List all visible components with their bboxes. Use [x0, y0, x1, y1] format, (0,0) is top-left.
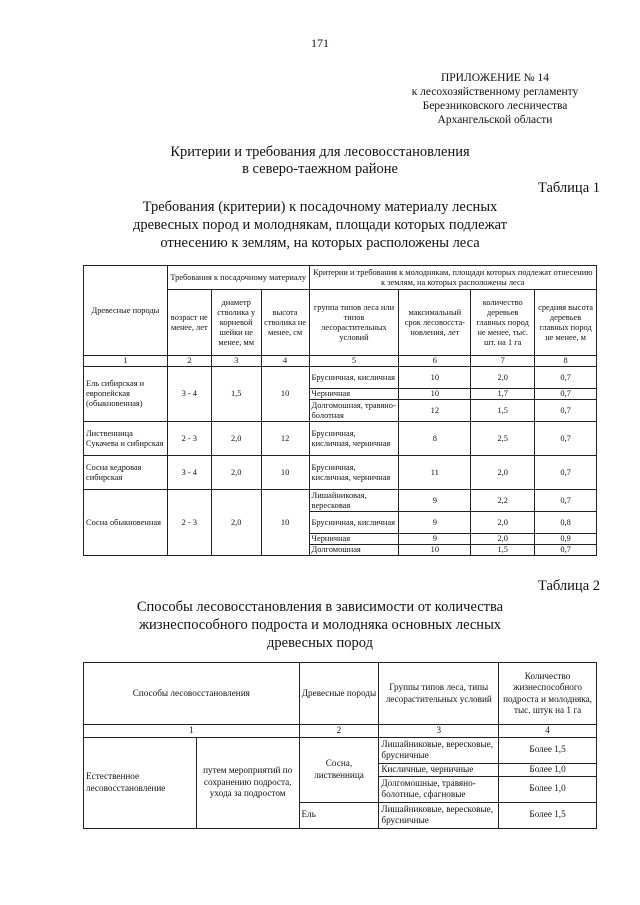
cell-age: 3 - 4 [167, 456, 211, 490]
cell-avg-height: 0,7 [535, 400, 597, 422]
header-avg-height: средняя высота деревьев главных пород не менее, м [535, 290, 597, 356]
cell-forest-group: Лишайниковые, вересковые, брусничные [379, 802, 499, 828]
page-number: 171 [311, 36, 329, 50]
cell-count: 2,0 [471, 456, 535, 490]
species-name: Ель [299, 802, 379, 828]
cell-diameter: 2,0 [211, 456, 261, 490]
table-row [84, 367, 597, 389]
col-number: 2 [299, 725, 379, 738]
col-number: 1 [84, 356, 168, 367]
cell-avg-height: 0,7 [535, 367, 597, 389]
cell-term: 10 [399, 367, 471, 389]
cell-avg-height: 0,7 [535, 422, 597, 456]
cell-count: 2,2 [471, 490, 535, 512]
cell-forest-group: Черничная [309, 389, 399, 400]
cell-forest-group: Кисличные, черничные [379, 763, 499, 776]
header-age: возраст не менее, лет [167, 290, 211, 356]
header-tree-count: количество деревьев главных пород не менее, тыс. шт. на 1 га [471, 290, 535, 356]
header-species: Древесные породы [299, 663, 379, 725]
col-number: 4 [499, 725, 597, 738]
cell-count: 2,0 [471, 534, 535, 545]
cell-term: 8 [399, 422, 471, 456]
cell-age: 2 - 3 [167, 490, 211, 556]
title-line: Способы лесовосстановления в зависимости от количества [136, 599, 504, 615]
col-number: 1 [84, 725, 300, 738]
header-undergrowth-count: Количество жизнеспособного подроста и молодняка, тыс. штук на 1 га [499, 663, 597, 725]
table2-title [120, 598, 520, 652]
header-planting-material: Требования к посадочному материалу [167, 266, 309, 290]
table-row [84, 737, 597, 763]
cell-forest-group: Черничная [309, 534, 399, 545]
cell-forest-group: Брусничная, кисличная [309, 512, 399, 534]
cell-age: 2 - 3 [167, 422, 211, 456]
col-number: 6 [399, 356, 471, 367]
header-term: максимальный срок лесовосста-новления, лет [399, 290, 471, 356]
col-number: 2 [167, 356, 211, 367]
method-name: Естественное лесовосстановление [84, 737, 197, 828]
cell-count: Более 1,0 [499, 776, 597, 802]
cell-forest-group: Лишайниковая, вересковая [309, 490, 399, 512]
cell-forest-group: Долгомошная, травяно-болотная [309, 400, 399, 422]
cell-avg-height: 0,9 [535, 534, 597, 545]
submethod-name: путем мероприятий по сохранению подроста, ухода за подростом [196, 737, 299, 828]
cell-height: 12 [261, 422, 309, 456]
cell-height: 10 [261, 367, 309, 422]
header-diameter: диаметр стволика у корневой шейки не менее, мм [211, 290, 261, 356]
appendix-header [380, 71, 610, 127]
cell-count: 2,0 [471, 512, 535, 534]
header-height: высота стволика не менее, см [261, 290, 309, 356]
col-number: 5 [309, 356, 399, 367]
cell-term: 9 [399, 490, 471, 512]
cell-count: Более 1,5 [499, 737, 597, 763]
heading-line: Критерии и требования для лесовосстановления [170, 144, 470, 160]
species-name: Сосна, лиственница [299, 737, 379, 802]
appendix-line: к лесохозяйственному регламенту [411, 86, 579, 98]
reforestation-methods-table [83, 662, 597, 829]
title-line: древесных пород [267, 635, 373, 651]
title-line: Требования (критерии) к посадочному материалу лесных [142, 199, 498, 215]
col-number: 8 [535, 356, 597, 367]
cell-avg-height: 0,7 [535, 456, 597, 490]
col-number: 3 [379, 725, 499, 738]
appendix-line: Архангельской области [437, 114, 553, 126]
cell-diameter: 2,0 [211, 490, 261, 556]
appendix-line: ПРИЛОЖЕНИЕ № 14 [440, 72, 549, 84]
cell-forest-group: Долгомошная [309, 545, 399, 556]
species-name: Сосна обыкновенная [84, 490, 168, 556]
cell-avg-height: 0,7 [535, 389, 597, 400]
title-line: жизнеспособного подроста и молодняка основных лесных [138, 617, 502, 633]
col-number: 7 [471, 356, 535, 367]
cell-count: 2,5 [471, 422, 535, 456]
appendix-line: Березниковского лесничества [422, 100, 568, 112]
table2-label: Таблица 2 [537, 578, 600, 594]
cell-diameter: 1,5 [211, 367, 261, 422]
cell-diameter: 2,0 [211, 422, 261, 456]
cell-forest-group: Брусничная, кисличная, черничная [309, 422, 399, 456]
table-row [84, 490, 597, 512]
cell-term: 9 [399, 512, 471, 534]
cell-term: 11 [399, 456, 471, 490]
table1-title [90, 198, 550, 252]
species-name: Лиственница Сукачева и сибирская [84, 422, 168, 456]
cell-forest-group: Долгомошные, травяно-болотные, сфагновые [379, 776, 499, 802]
cell-height: 10 [261, 490, 309, 556]
cell-height: 10 [261, 456, 309, 490]
cell-age: 3 - 4 [167, 367, 211, 422]
table-row [84, 422, 597, 456]
cell-forest-group: Лишайниковые, вересковые, брусничные [379, 737, 499, 763]
table1-label: Таблица 1 [537, 180, 600, 196]
cell-forest-group: Брусничная, кисличная [309, 367, 399, 389]
table-row [84, 456, 597, 490]
col-number: 3 [211, 356, 261, 367]
heading-line: в северо-таежном районе [242, 161, 398, 177]
document-heading [80, 144, 560, 178]
cell-term: 12 [399, 400, 471, 422]
header-species: Древесные породы [84, 266, 168, 356]
header-forest-group: группа типов леса или типов лесорастительных условий [309, 290, 399, 356]
cell-avg-height: 0,8 [535, 512, 597, 534]
title-line: древесных пород и молоднякам, площади которых подлежат [132, 217, 507, 233]
header-method: Способы лесовосстановления [84, 663, 300, 725]
cell-term: 10 [399, 545, 471, 556]
cell-count: 1,7 [471, 389, 535, 400]
col-number: 4 [261, 356, 309, 367]
cell-count: Более 1,5 [499, 802, 597, 828]
cell-term: 9 [399, 534, 471, 545]
planting-requirements-table [83, 265, 597, 556]
cell-count: 2,0 [471, 367, 535, 389]
cell-forest-group: Брусничная, кисличная, черничная [309, 456, 399, 490]
header-forest-groups: Группы типов леса, типы лесорастительных условий [379, 663, 499, 725]
cell-avg-height: 0,7 [535, 490, 597, 512]
species-name: Ель сибирская и европейская (обыкновенная) [84, 367, 168, 422]
species-name: Сосна кедровая сибирская [84, 456, 168, 490]
cell-term: 10 [399, 389, 471, 400]
cell-avg-height: 0,7 [535, 545, 597, 556]
cell-count: 1,5 [471, 545, 535, 556]
header-young-stands: Критерии и требования к молоднякам, площади которых подлежат отнесению к землям, на которых расположены леса [309, 266, 596, 290]
cell-count: Более 1,0 [499, 763, 597, 776]
cell-count: 1,5 [471, 400, 535, 422]
title-line: отнесению к землям, на которых расположены леса [160, 235, 480, 251]
